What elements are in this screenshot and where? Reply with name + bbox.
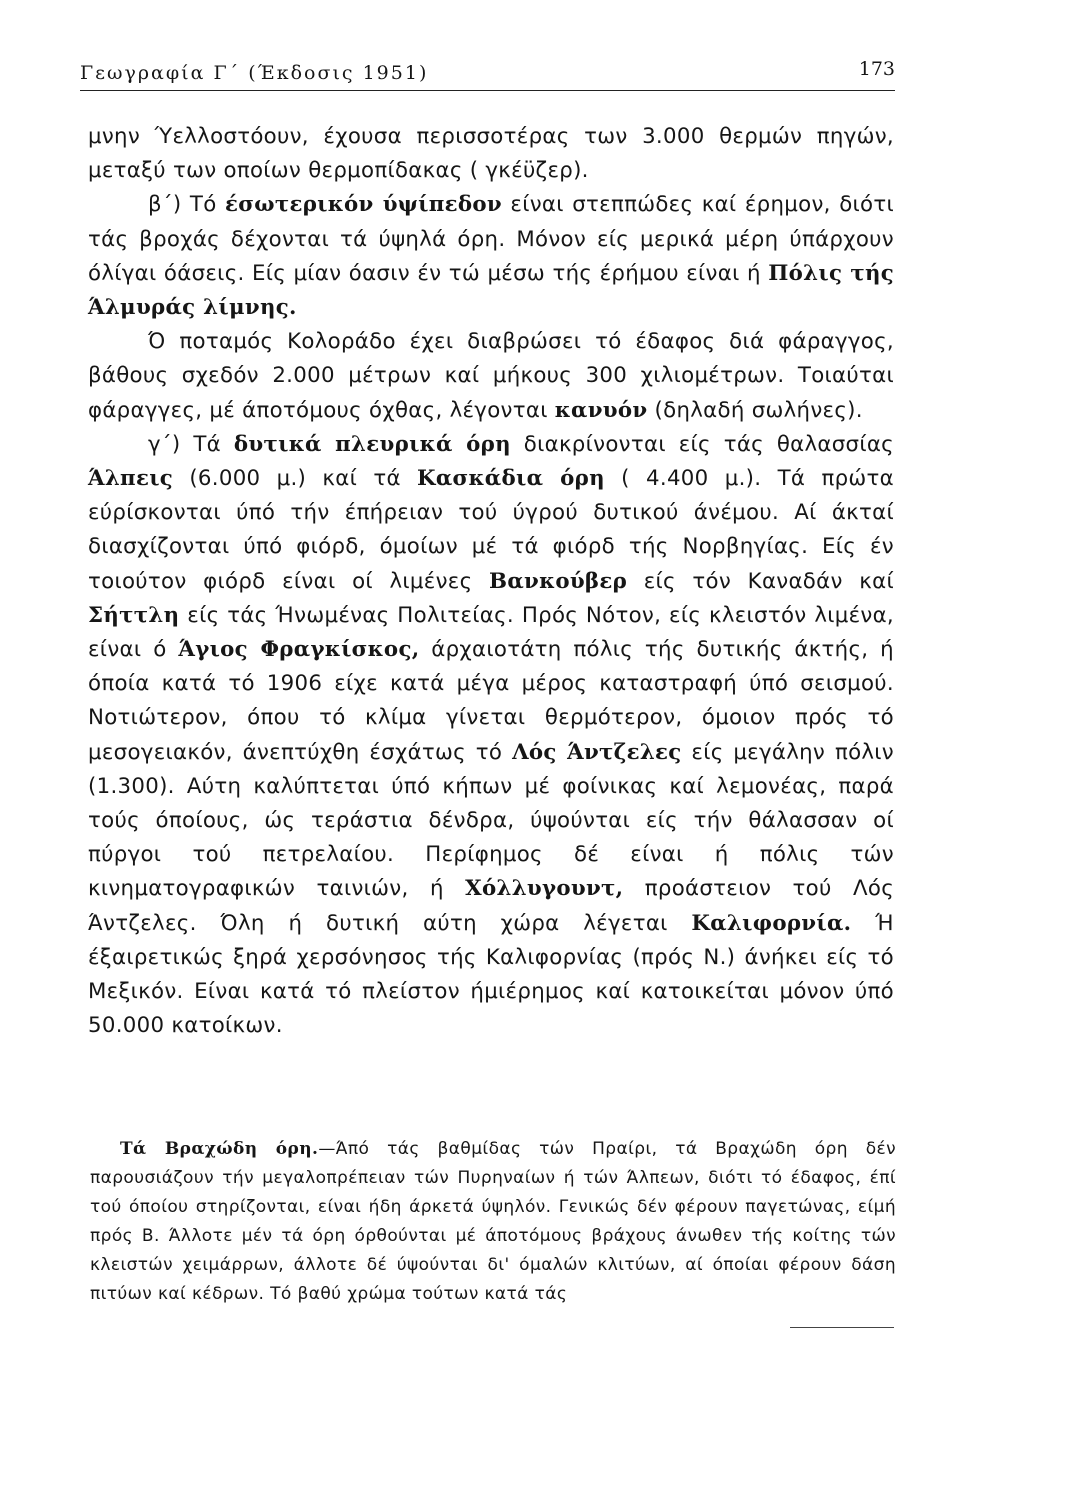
main-text	[88, 120, 894, 1043]
bold-term: Καλιφορνία.	[691, 910, 852, 936]
text-run: μνην Ύελλοστόουν, έχουσα περισσοτέρας των 3.000 θερμών πηγών, μεταξύ των οποίων θερμοπίδακας ( γκέϋζερ).	[88, 124, 894, 184]
bold-term: Τά Βραχώδη όρη.	[120, 1139, 319, 1159]
paragraph	[88, 120, 894, 188]
bold-term: Άγιος Φραγκίσκος,	[178, 637, 420, 663]
text-run: είναι στεππώδες καί έρημον, διότι τάς βροχάς δέχονται τά ύψηλά όρη. Μόνον είς μερικά μέρη ύπάρχουν όλίγαι όάσεις. Είς μίαν όασιν έν τώ μέσω τής έρήμου είναι ή	[88, 192, 894, 286]
text-run: β΄) Τό	[148, 192, 225, 218]
text-run: Ό ποταμός Κολοράδο έχει διαβρώσει τό έδαφος διά φάραγγος, βάθους σχεδόν 2.000 μέτρων καί μήκους 300 χιλιομέτρων. Τοιαύται φάραγγες, μέ άποτόμους όχθας, λέγονται	[88, 329, 894, 423]
text-run: —Άπό τάς βαθμίδας τών Πραίρι, τά Βραχώδη όρη δέν παρουσιάζουν τήν μεγαλοπρέπειαν τών Πυρηναίων ή τών Άλπεων, διότι τό έδαφος, έπί τού όποίου στηρίζονται, είναι ήδη άρκετά ύψηλόν. Γενικώς δέν φέρουν παγετώνας, είμή πρός Β. Άλλοτε μέν τά όρη όρθούνται μέ άποτόμους βράχους άνωθεν τής κοίτης τών κλειστών χειμάρρων, άλλοτε δέ ύψούνται δι' όμαλών κλιτύων, αί όποίαι φέρουν δάση πιτύων καί κέδρων. Τό βαθύ χρώμα τούτων κατά τάς	[90, 1139, 896, 1304]
bold-term: έσωτερικόν ύψίπεδον	[225, 192, 502, 218]
bold-term: Σήττλη	[88, 602, 180, 628]
page-number: 173	[858, 58, 895, 80]
header-rule	[80, 90, 895, 91]
paragraph	[88, 428, 894, 1044]
bold-term: κανυόν	[554, 397, 648, 423]
text-run: Ή έξαιρετικώς ξηρά χερσόνησος τής Καλιφορνίας (πρός Ν.) άνήκει είς τό Μεξικόν. Είναι κατά τό πλείστον ήμιέρημος καί κατοικείται μόνον ύπό 50.000 κατοίκων.	[88, 910, 894, 1039]
text-run: είς μεγάλην πόλιν (1.300). Αύτη καλύπτεται ύπό κήπων μέ φοίνικας καί λεμονέας, παρά τούς όποίους, ώς τεράστια δένδρα, ύψούνται είς τήν θάλασσαν οί πύργοι τού πετρελαίου. Περίφημος δέ είναι ή πόλις τών κινηματογραφικών ταινιών, ή	[88, 739, 895, 902]
text-run: γ΄) Τά	[148, 431, 234, 457]
text-run: διακρίνονται είς τάς θαλασσίας	[510, 431, 894, 457]
paragraph	[90, 1135, 896, 1309]
bold-term: δυτικά πλευρικά όρη	[233, 431, 511, 457]
text-run: (δηλαδή σωλήνες).	[647, 397, 863, 423]
running-title: Γεωγραφία Γ΄ (Έκδοσις 1951)	[80, 62, 429, 84]
bold-term: Κασκάδια όρη	[417, 466, 605, 492]
small-print-text	[90, 1135, 896, 1309]
text-run: προάστειον τού Λός Άντζελες. Όλη ή δυτική αύτη χώρα λέγεται	[88, 876, 894, 936]
text-run: ( 4.400 μ.). Τά πρώτα εύρίσκονται ύπό τήν έπήρειαν τού ύγρού δυτικού άνέμου. Αί άκταί διασχίζονται ύπό φιόρδ, όμοίων μέ τά φιόρδ τής Νορβηγίας. Είς έν τοιούτον φιόρδ είναι οί λιμένες	[88, 466, 894, 594]
paragraph	[88, 188, 894, 325]
bold-term: Χόλλυγουντ,	[465, 876, 624, 902]
page-header	[80, 58, 895, 88]
text-run: (6.000 μ.) καί τά	[173, 466, 418, 492]
text-underline	[790, 1327, 894, 1328]
bold-term: Βανκούβερ	[489, 568, 628, 594]
text-run: είς τόν Καναδάν καί	[627, 568, 894, 594]
text-run: άρχαιοτάτη πόλις τής δυτικής άκτής, ή όποία κατά τό 1906 είχε κατά μέγα μέρος καταστραφή ύπό σεισμού. Νοτιώτερον, όπου τό κλίμα γίνεται θερμότερον, όμοιον πρός τό μεσογειακόν, άνεπτύχθη έσχάτως τό	[88, 637, 894, 765]
bold-term: Άλπεις	[88, 466, 174, 492]
paragraph	[88, 325, 894, 428]
bold-term: Πόλις τής Άλμυράς λίμνης.	[88, 260, 894, 321]
text-run: είς τάς Ήνωμένας Πολιτείας. Πρός Νότον, είς κλειστόν λιμένα, είναι ό	[88, 602, 894, 663]
bold-term: Λός Άντζελες	[512, 739, 682, 765]
